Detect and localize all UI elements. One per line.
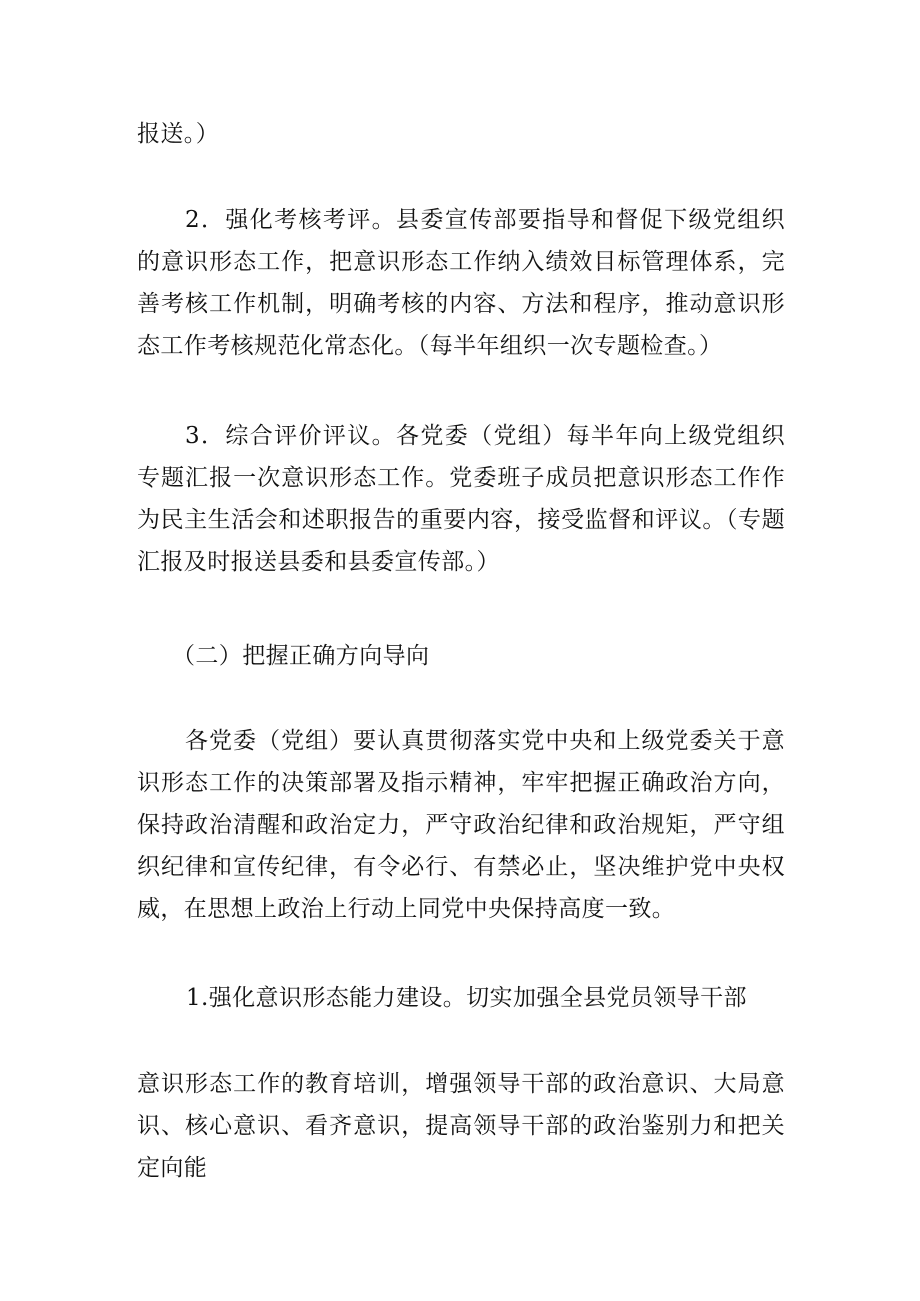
paragraph-section-body: 各党委（党组）要认真贯彻落实党中央和上级党委关于意识形态工作的决策部署及指示精神，牢牢把握正确政治方向，保持政治清醒和政治定力，严守政治纪律和政治规矩，严守组织纪律和宣传纪律，有令必行、有禁必止，坚决维护党中央权威，在思想上政治上行动上同党中央保持高度一致。 [137, 728, 785, 922]
paragraph-item-1: 1.强化意识形态能力建设。切实加强全县党员领导干部 [186, 985, 747, 1011]
paragraph-item-3: 3．综合评价评议。各党委（党组）每半年向上级党组织专题汇报一次意识形态工作。党委班子成员把意识形态工作作为民主生活会和述职报告的重要内容，接受监督和评议。（专题汇报及时报送县委和县委宣传部。） [137, 423, 785, 575]
paragraph-item-2: 2．强化考核考评。县委宣传部要指导和督促下级党组织的意识形态工作，把意识形态工作纳入绩效目标管理体系，完善考核工作机制，明确考核的内容、方法和程序，推动意识形态工作考核规范化常态化。（每半年组织一次专题检查。） [137, 207, 785, 359]
paragraph-item-1-continued: 意识形态工作的教育培训，增强领导干部的政治意识、大局意识、核心意识、看齐意识，提高领导干部的政治鉴别力和把关定向能 [137, 1071, 785, 1181]
section-heading: （二）把握正确方向导向 [172, 643, 430, 669]
paragraph-continuation: 报送。） [137, 121, 220, 147]
